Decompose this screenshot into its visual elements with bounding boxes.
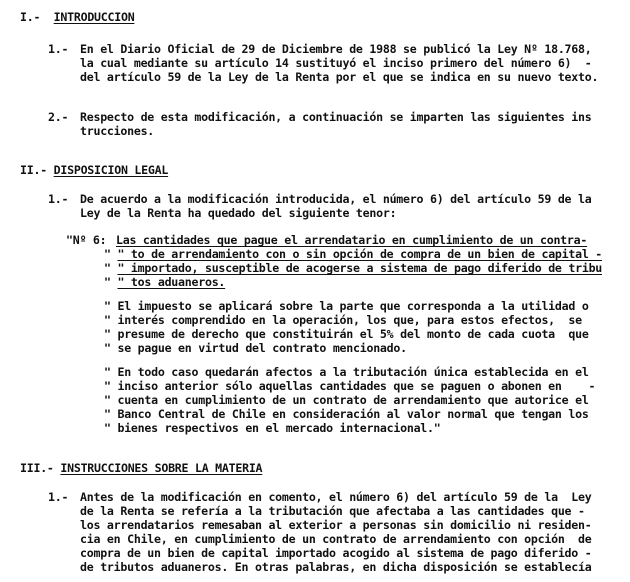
quote-line: " El impuesto se aplicará sobre la parte que corresponda a la utilidad o [104, 299, 589, 313]
paragraph-line: del artículo 59 de la Ley de la Renta por el que se indica en su nuevo texto. [80, 70, 599, 84]
quote-line: " " importado, susceptible de acogerse a sistema de pago diferido de tribu [104, 261, 603, 275]
paragraph-line: de la Renta se refería a la tributación que afectaba a las cantidades que - [80, 504, 585, 518]
paragraph-number: 1.- [48, 42, 69, 56]
section-number: I.- [20, 10, 41, 24]
paragraph-number: 1.- [48, 192, 69, 206]
quote-line: " inciso anterior sólo aquellas cantidades que se paguen o abonen en - [104, 379, 596, 393]
quote-label: "Nº 6: [66, 233, 107, 247]
paragraph-line: Ley de la Renta ha quedado del siguiente tenor: [80, 206, 397, 220]
paragraph-line: De acuerdo a la modificación introducida, el número 6) del artículo 59 de la [80, 192, 592, 206]
section-title: INTRODUCCION [53, 10, 135, 24]
quote-line: " se pague en virtud del contrato mencionado. [104, 341, 407, 355]
paragraph-line: Respecto de esta modificación, a continuación se imparten las siguientes ins [80, 110, 592, 124]
paragraph-line: de tributos aduaneros. En otras palabras, en dicha disposición se establecía [80, 560, 592, 574]
quote-line: " Banco Central de Chile en consideración al valor normal que tengan los [104, 407, 589, 421]
quote-line: " presume de derecho que constituirán el 5% del monto de cada cuota que [104, 327, 589, 341]
quote-line: Las cantidades que pague el arrendatario en cumplimiento de un contra- [116, 233, 588, 247]
quote-line: " interés comprendido en la operación, los que, para estos efectos, se [104, 313, 582, 327]
quote-line: " cuenta en cumplimiento de un contrato de arrendamiento que autorice el [104, 393, 589, 407]
section-heading-disposicion-legal [20, 163, 168, 177]
paragraph-line: compra de un bien de capital importado acogido al sistema de pago diferido - [80, 546, 592, 560]
paragraph-line: Antes de la modificación en comento, el número 6) del artículo 59 de la Ley [80, 490, 592, 504]
section-title: DISPOSICION LEGAL [53, 163, 169, 177]
paragraph-line: trucciones. [80, 124, 155, 138]
section-number: III.- [20, 461, 54, 475]
section-heading-instrucciones [20, 461, 262, 475]
quote-line: " bienes respectivos en el mercado internacional." [104, 421, 441, 435]
section-heading-introduccion [20, 10, 134, 24]
paragraph-line: la cual mediante su artículo 14 sustituyó el inciso primero del número 6) - [80, 56, 592, 70]
quote-line: " " tos aduaneros. [104, 275, 226, 289]
section-title: INSTRUCCIONES SOBRE LA MATERIA [60, 461, 263, 475]
paragraph-number: 2.- [48, 110, 69, 124]
paragraph-number: 1.- [48, 490, 69, 504]
quote-line: " " to de arrendamiento con o sin opción de compra de un bien de capital - [104, 247, 603, 261]
paragraph-line: En el Diario Oficial de 29 de Diciembre de 1988 se publicó la Ley Nº 18.768, [80, 42, 592, 56]
paragraph-line: cia en Chile, en cumplimiento de un contrato de arrendamiento con opción de [80, 532, 592, 546]
quote-line: " En todo caso quedarán afectos a la tributación única establecida en el [104, 365, 589, 379]
section-number: II.- [20, 163, 47, 177]
paragraph-line: los arrendatarios remesaban al exterior a personas sin domicilio ni residen- [80, 518, 592, 532]
